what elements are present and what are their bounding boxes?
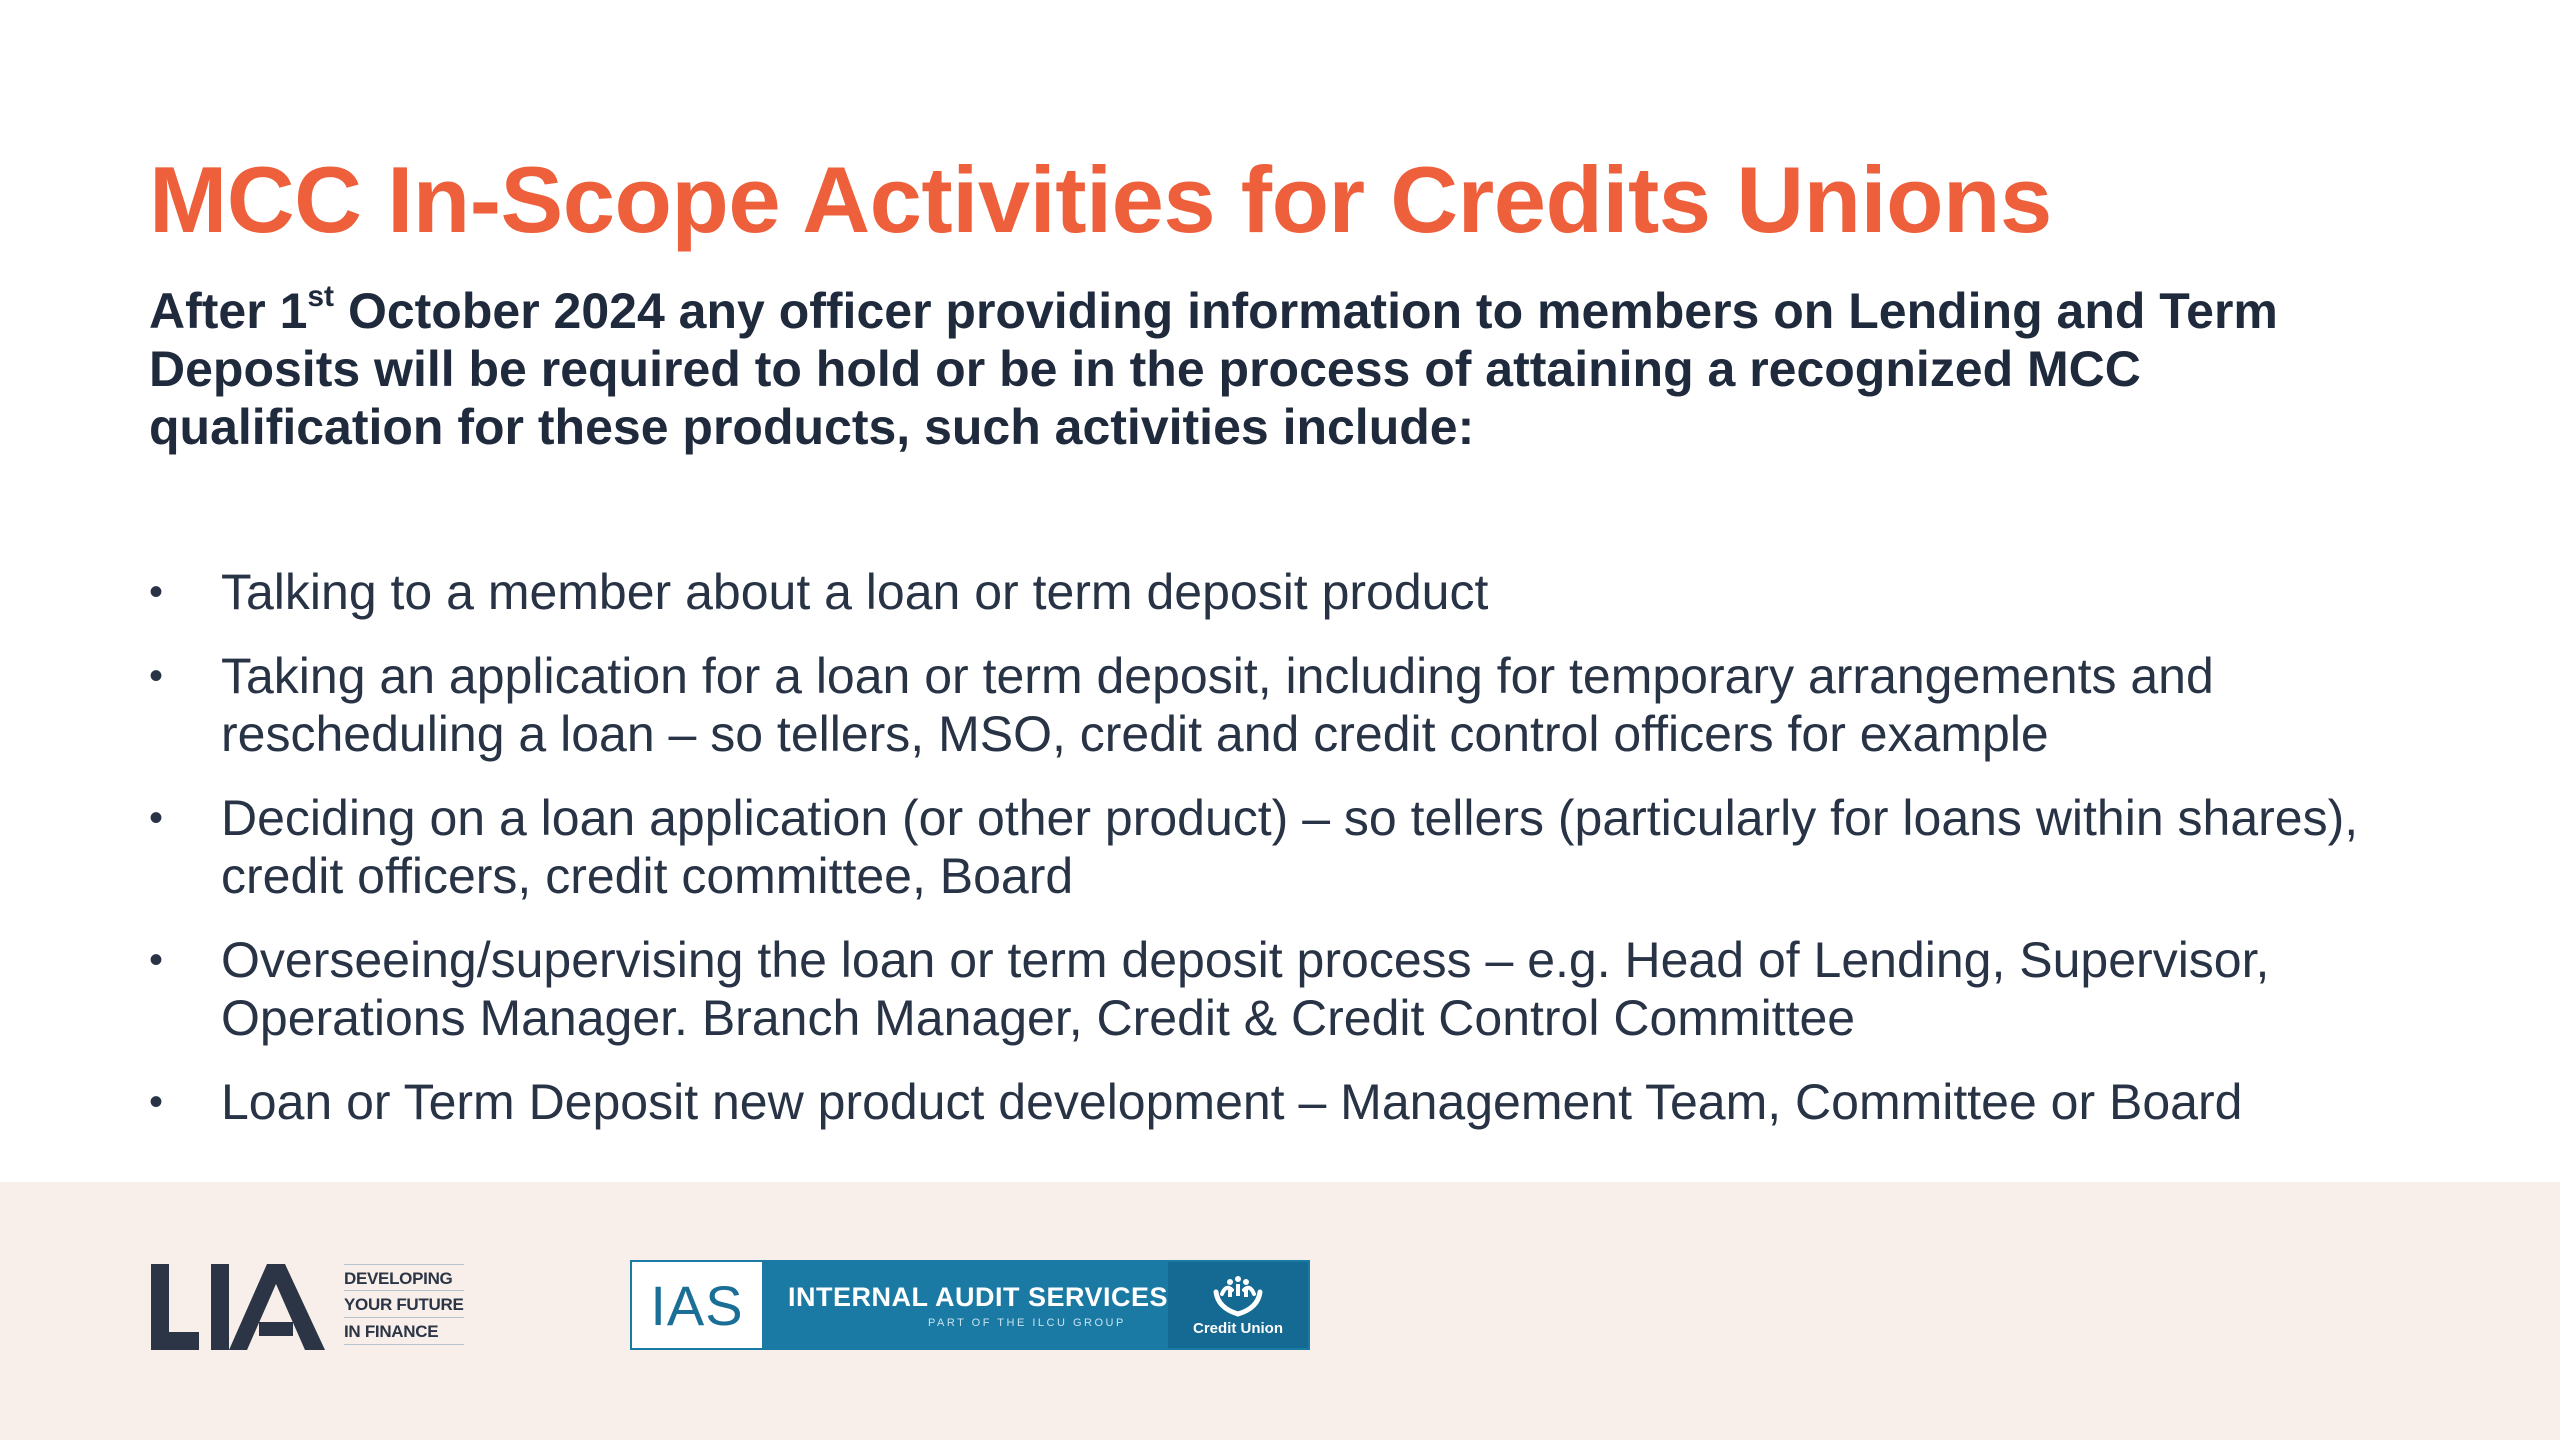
list-item-text: Deciding on a loan application (or other product) – so tellers (particularly for loans within shares), credit officers, credit committee, Board	[221, 790, 2359, 904]
lia-wordmark-icon	[149, 1262, 329, 1352]
bullet-icon: •	[149, 570, 164, 614]
bullet-icon: •	[149, 1080, 164, 1124]
lia-logo	[149, 1262, 479, 1352]
intro-superscript: st	[307, 280, 335, 314]
bullet-icon: •	[149, 654, 164, 698]
ias-abbr: IAS	[632, 1262, 762, 1348]
credit-union-hands-icon	[1208, 1274, 1268, 1318]
list-item	[149, 563, 2449, 621]
lia-tagline-line: DEVELOPING	[344, 1264, 464, 1291]
list-item	[149, 1073, 2449, 1131]
lia-tagline-line: YOUR FUTURE	[344, 1291, 464, 1318]
list-item	[149, 647, 2449, 763]
list-item	[149, 931, 2449, 1047]
ias-subline: PART OF THE ILCU GROUP	[927, 1316, 1126, 1329]
lia-tagline-line: IN FINANCE	[344, 1318, 464, 1345]
list-item-text: Overseeing/supervising the loan or term deposit process – e.g. Head of Lending, Supervisor, Operations Manager. Branch Manager, Credit & Credit Control Committee	[221, 932, 2270, 1046]
list-item-text: Taking an application for a loan or term deposit, including for temporary arrangements and rescheduling a loan – so tellers, MSO, credit and credit control officers for example	[221, 648, 2214, 762]
ias-logo	[630, 1260, 1310, 1350]
activities-list	[149, 563, 2449, 1157]
intro-text-rest: October 2024 any officer providing information to members on Lending and Term Deposits will be required to hold or be in the process of attaining a recognized MCC qualification for these products, such activities include:	[149, 283, 2278, 455]
credit-union-label: Credit Union	[1193, 1319, 1284, 1337]
credit-union-mark	[1168, 1262, 1308, 1348]
list-item	[149, 789, 2449, 905]
intro-paragraph	[149, 282, 2449, 456]
ias-name: INTERNAL AUDIT SERVICES	[787, 1281, 1169, 1312]
bullet-icon: •	[149, 796, 164, 840]
slide-title: MCC In-Scope Activities for Credits Unions	[149, 147, 2052, 252]
bullet-icon: •	[149, 938, 164, 982]
list-item-text: Loan or Term Deposit new product development – Management Team, Committee or Board	[221, 1074, 2243, 1130]
ias-text	[762, 1262, 1168, 1348]
lia-tagline	[344, 1264, 464, 1345]
list-item-text: Talking to a member about a loan or term deposit product	[221, 564, 1489, 620]
intro-text-start: After 1	[149, 283, 308, 339]
